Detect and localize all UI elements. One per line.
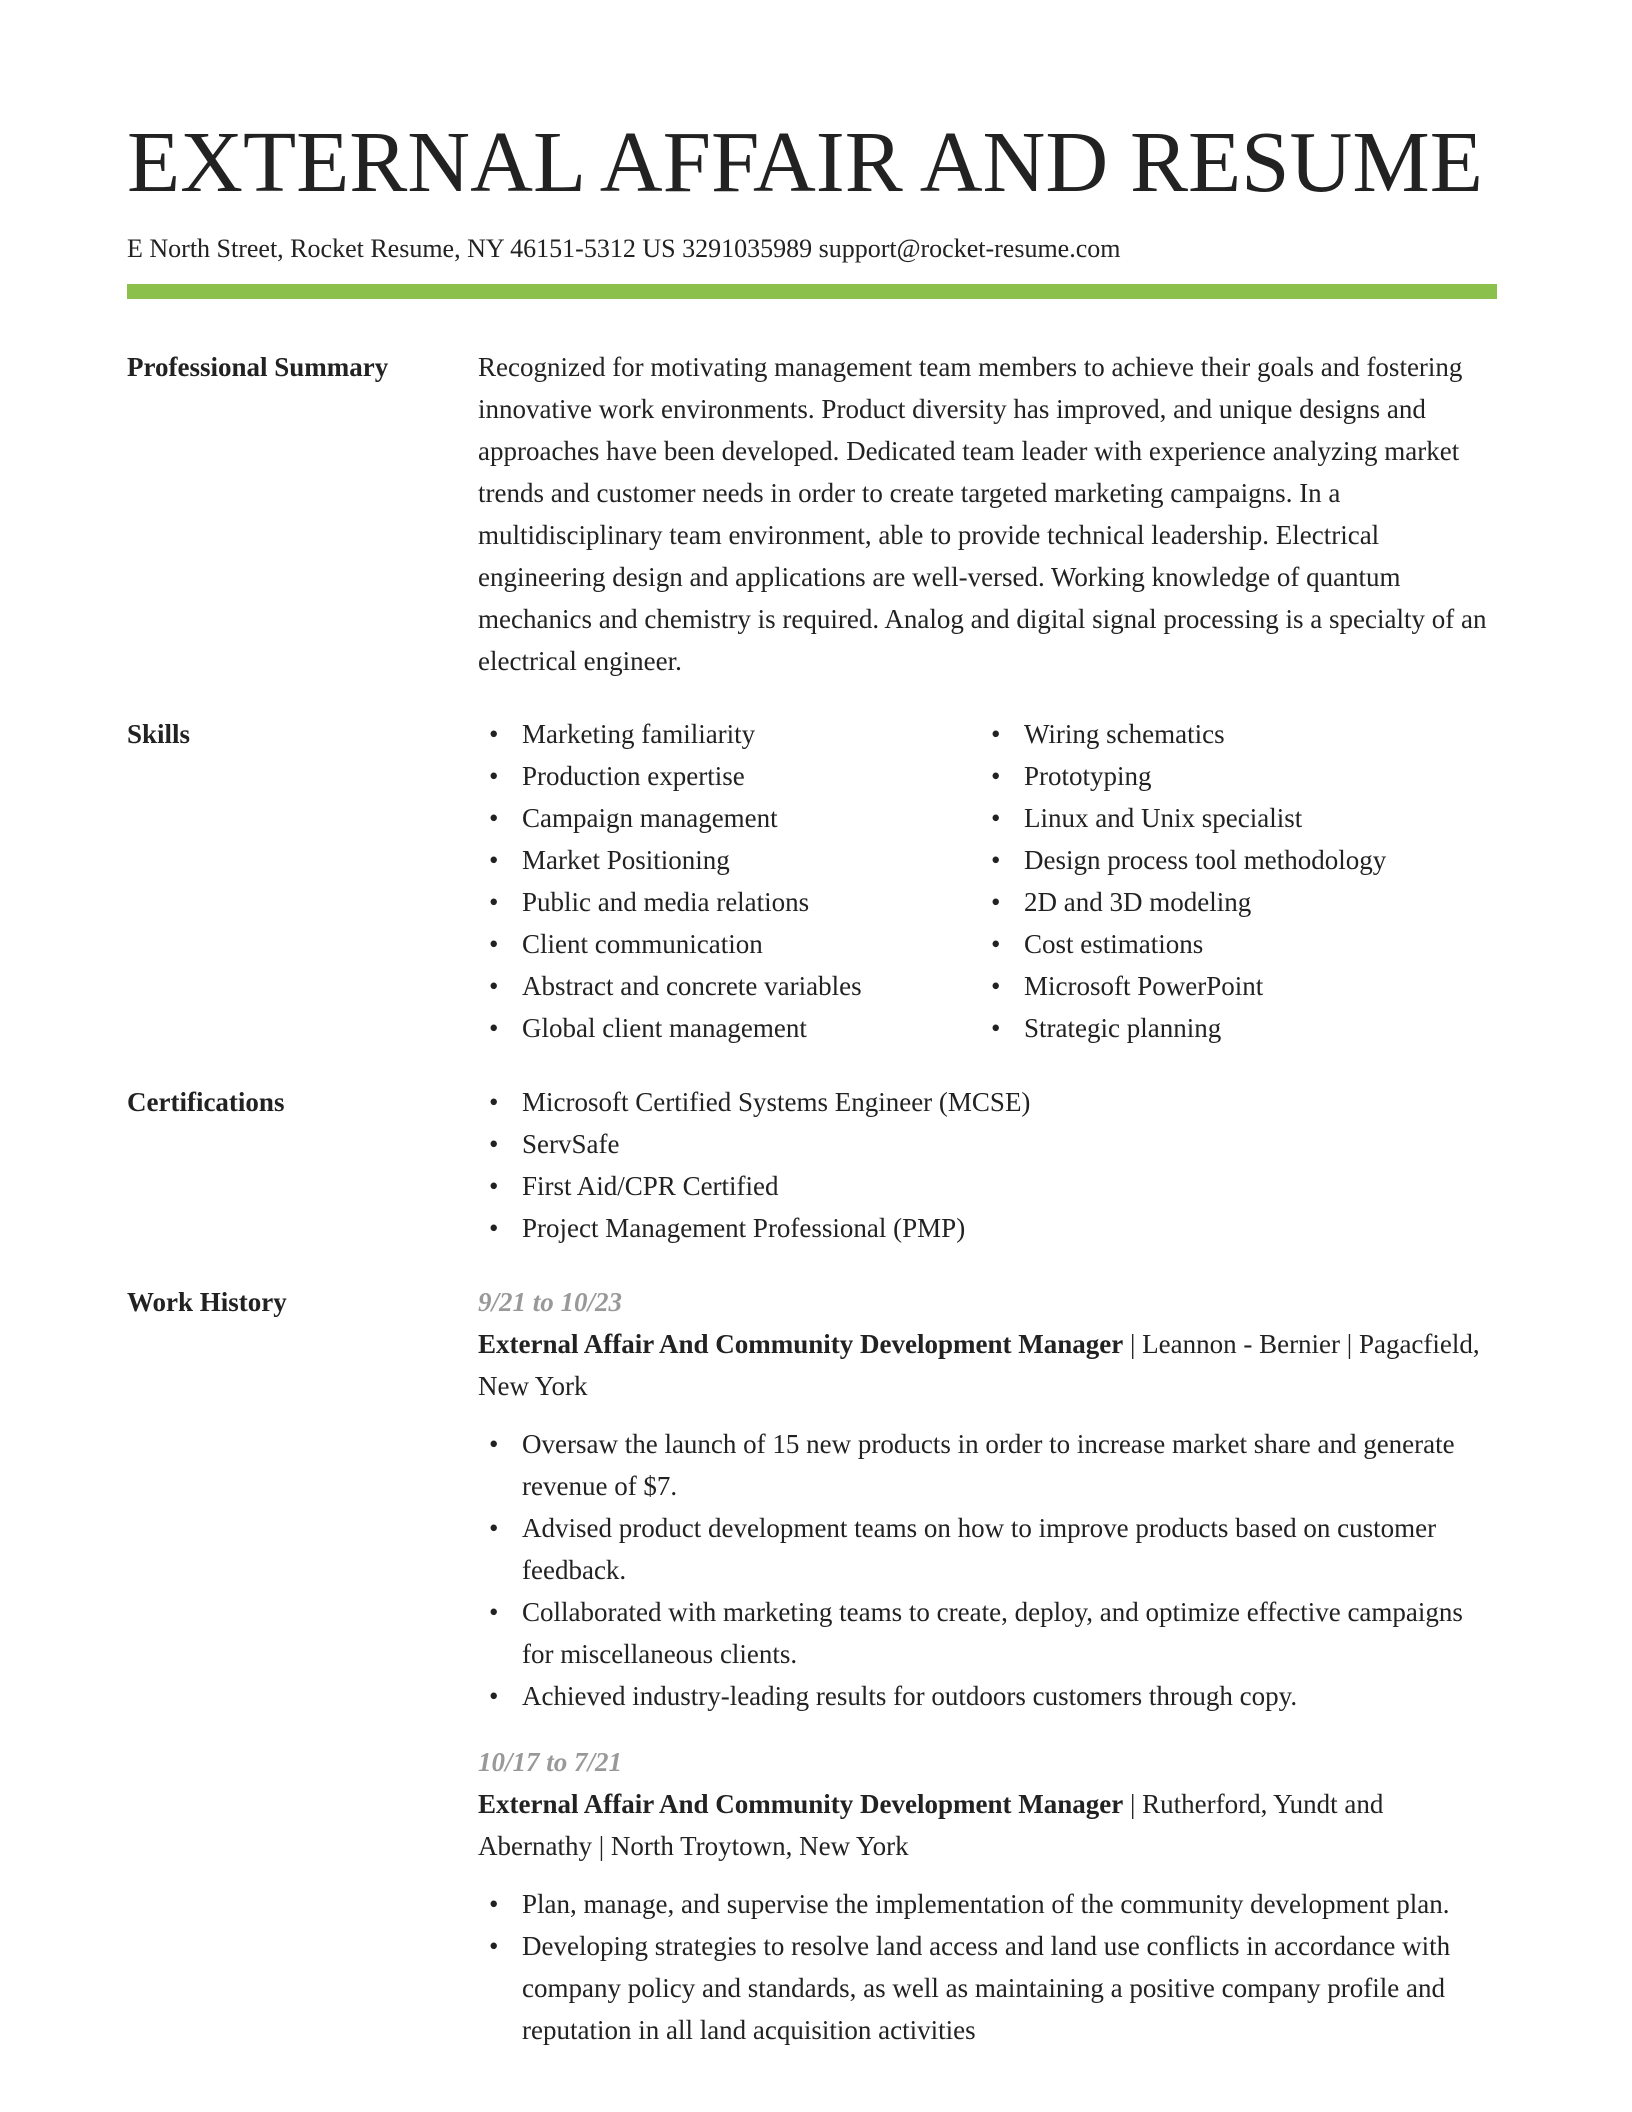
list-item: • Microsoft Certified Systems Engineer (MCSE) xyxy=(478,1081,1497,1123)
list-item: • Marketing familiarity xyxy=(478,713,980,755)
list-item: • Abstract and concrete variables xyxy=(478,965,980,1007)
header-divider xyxy=(127,284,1497,299)
list-item: • ServSafe xyxy=(478,1123,1497,1165)
list-item: • Strategic planning xyxy=(980,1007,1482,1049)
list-item: • Advised product development teams on how to improve products based on customer feedback. xyxy=(478,1507,1497,1591)
list-item: • Microsoft PowerPoint xyxy=(980,965,1482,1007)
list-item: • Public and media relations xyxy=(478,881,980,923)
job-duties xyxy=(478,1423,1497,1717)
skills-label: Skills xyxy=(127,719,191,749)
list-item: • 2D and 3D modeling xyxy=(980,881,1482,923)
summary-content xyxy=(478,346,1497,682)
summary-text: Recognized for motivating management team members to achieve their goals and fostering innovative work environments. Product diversity has improved, and unique designs and approaches have been developed. Dedicated team leader with experience analyzing market trends and customer needs in order to create targeted marketing campaigns. In a multidisciplinary team environment, able to provide technical leadership. Electrical engineering design and applications are well-versed. Working knowledge of quantum mechanics and chemistry is required. Analog and digital signal processing is a specialty of an electrical engineer. xyxy=(478,352,1487,676)
job-heading xyxy=(478,1783,1497,1867)
certifications-list xyxy=(478,1081,1497,1249)
summary-label: Professional Summary xyxy=(127,352,389,382)
job-entry xyxy=(478,1741,1497,2051)
certifications-label: Certifications xyxy=(127,1087,285,1117)
list-item: • Production expertise xyxy=(478,755,980,797)
list-item: • Project Management Professional (PMP) xyxy=(478,1207,1497,1249)
work-history-content xyxy=(478,1281,1497,2075)
list-item: • Cost estimations xyxy=(980,923,1482,965)
list-item: • Market Positioning xyxy=(478,839,980,881)
resume-title: EXTERNAL AFFAIR AND RESUME xyxy=(127,113,1483,210)
skills-column-1 xyxy=(478,713,980,1049)
job-heading xyxy=(478,1323,1497,1407)
list-item: • Wiring schematics xyxy=(980,713,1482,755)
list-item: • Linux and Unix specialist xyxy=(980,797,1482,839)
skills-content xyxy=(478,713,1497,1049)
list-item: • Prototyping xyxy=(980,755,1482,797)
job-dates: 10/17 to 7/21 xyxy=(478,1747,623,1777)
job-dates: 9/21 to 10/23 xyxy=(478,1287,623,1317)
contact-line: E North Street, Rocket Resume, NY 46151-5312 US 3291035989 support@rocket-resume.com xyxy=(127,234,1121,263)
certifications-content xyxy=(478,1081,1497,1249)
list-item: • Design process tool methodology xyxy=(980,839,1482,881)
list-item: • Client communication xyxy=(478,923,980,965)
job-title: External Affair And Community Development Manager xyxy=(478,1329,1124,1359)
list-item: • Oversaw the launch of 15 new products in order to increase market share and generate revenue of $7. xyxy=(478,1423,1497,1507)
job-company: | Rutherford, Yundt and Abernathy | North Troytown, New York xyxy=(478,1789,1384,1861)
list-item: • Developing strategies to resolve land access and land use conflicts in accordance with company policy and standards, as well as maintaining a positive company profile and reputation in all land acquisition activities xyxy=(478,1925,1497,2051)
list-item: • Achieved industry-leading results for outdoors customers through copy. xyxy=(478,1675,1497,1717)
list-item: • Campaign management xyxy=(478,797,980,839)
work-history-label: Work History xyxy=(127,1287,287,1317)
list-item: • Global client management xyxy=(478,1007,980,1049)
list-item: • Collaborated with marketing teams to create, deploy, and optimize effective campaigns for miscellaneous clients. xyxy=(478,1591,1497,1675)
list-item: • Plan, manage, and supervise the implementation of the community development plan. xyxy=(478,1883,1497,1925)
job-duties xyxy=(478,1883,1497,2051)
job-entry xyxy=(478,1281,1497,1717)
skills-column-2 xyxy=(980,713,1482,1049)
list-item: • First Aid/CPR Certified xyxy=(478,1165,1497,1207)
job-title: External Affair And Community Development Manager xyxy=(478,1789,1124,1819)
job-company: | Leannon - Bernier | Pagacfield, New York xyxy=(478,1329,1480,1401)
